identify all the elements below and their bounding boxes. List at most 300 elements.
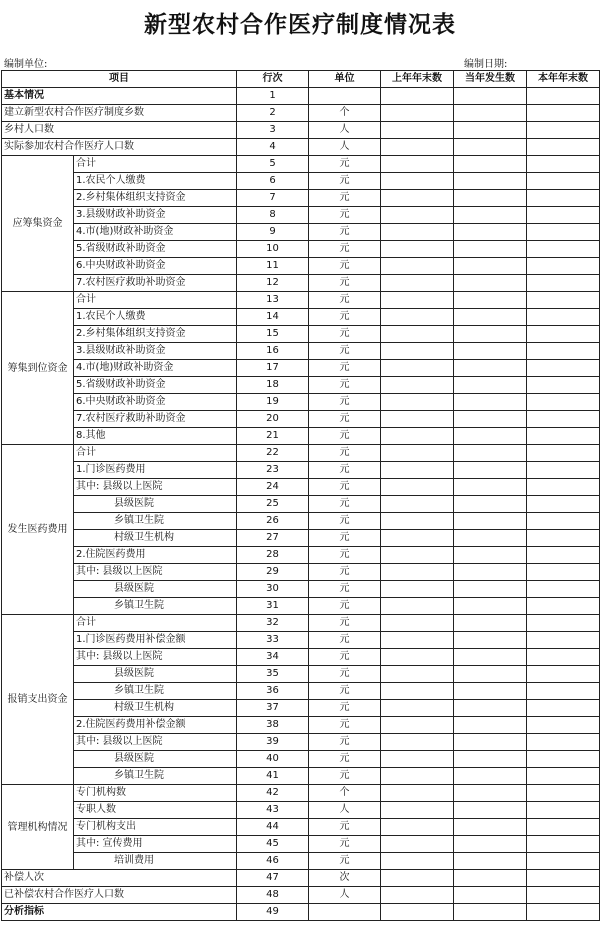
- cell-current-year: [454, 445, 527, 462]
- cell-prev-year-end: [381, 717, 454, 734]
- row-line-no: 49: [237, 904, 309, 921]
- cell-current-year: [454, 785, 527, 802]
- row-unit: 元: [309, 581, 381, 598]
- table-row: [2, 632, 600, 649]
- cell-this-year-end: [527, 513, 600, 530]
- cell-prev-year-end: [381, 581, 454, 598]
- row-label: 2.住院医药费用补偿金额: [74, 717, 237, 734]
- row-label: 2.乡村集体组织支持资金: [74, 190, 237, 207]
- cell-this-year-end: [527, 139, 600, 156]
- table-row: [2, 309, 600, 326]
- cell-current-year: [454, 377, 527, 394]
- row-line-no: 44: [237, 819, 309, 836]
- table-row: [2, 887, 600, 904]
- row-group-label: 管理机构情况: [2, 785, 74, 870]
- header-prev-year-end: 上年年末数: [381, 71, 454, 88]
- row-unit: 元: [309, 649, 381, 666]
- cell-prev-year-end: [381, 411, 454, 428]
- compiling-unit-label: 编制单位:: [4, 59, 48, 70]
- table-row: [2, 394, 600, 411]
- cell-this-year-end: [527, 496, 600, 513]
- row-label: 县级医院: [74, 496, 237, 513]
- table-row: [2, 581, 600, 598]
- cell-current-year: [454, 309, 527, 326]
- table-row: [2, 258, 600, 275]
- row-line-no: 40: [237, 751, 309, 768]
- cell-current-year: [454, 156, 527, 173]
- row-unit: 元: [309, 275, 381, 292]
- stats-table: [1, 70, 600, 921]
- row-label: 其中: 县级以上医院: [74, 734, 237, 751]
- cell-current-year: [454, 751, 527, 768]
- row-label: 合计: [74, 445, 237, 462]
- row-label: 专门机构数: [74, 785, 237, 802]
- page-title: 新型农村合作医疗制度情况表: [144, 12, 456, 38]
- cell-current-year: [454, 683, 527, 700]
- row-label: 其中: 县级以上医院: [74, 564, 237, 581]
- row-label: 合计: [74, 615, 237, 632]
- table-row: [2, 173, 600, 190]
- cell-current-year: [454, 632, 527, 649]
- table-row: [2, 853, 600, 870]
- row-line-no: 37: [237, 700, 309, 717]
- row-label: 合计: [74, 156, 237, 173]
- compiling-date-label: 编制日期:: [464, 59, 508, 70]
- table-row: [2, 785, 600, 802]
- cell-prev-year-end: [381, 632, 454, 649]
- cell-prev-year-end: [381, 394, 454, 411]
- row-line-no: 32: [237, 615, 309, 632]
- row-label: 其中: 县级以上医院: [74, 649, 237, 666]
- cell-this-year-end: [527, 292, 600, 309]
- row-label: 县级医院: [74, 666, 237, 683]
- row-label: 1.门诊医药费用: [74, 462, 237, 479]
- table-row: [2, 870, 600, 887]
- cell-this-year-end: [527, 768, 600, 785]
- table-row: [2, 156, 600, 173]
- row-label: 7.农村医疗救助补助资金: [74, 275, 237, 292]
- table-row: [2, 530, 600, 547]
- row-unit: 元: [309, 207, 381, 224]
- cell-current-year: [454, 564, 527, 581]
- table-header-row: [2, 71, 600, 88]
- cell-this-year-end: [527, 377, 600, 394]
- row-line-no: 16: [237, 343, 309, 360]
- row-line-no: 39: [237, 734, 309, 751]
- cell-prev-year-end: [381, 615, 454, 632]
- row-line-no: 28: [237, 547, 309, 564]
- row-label: 乡镇卫生院: [74, 768, 237, 785]
- row-unit: 元: [309, 683, 381, 700]
- cell-this-year-end: [527, 428, 600, 445]
- cell-prev-year-end: [381, 751, 454, 768]
- cell-current-year: [454, 496, 527, 513]
- row-line-no: 7: [237, 190, 309, 207]
- cell-this-year-end: [527, 615, 600, 632]
- table-row: [2, 700, 600, 717]
- row-label: 补偿人次: [2, 870, 237, 887]
- row-unit: 元: [309, 190, 381, 207]
- cell-prev-year-end: [381, 598, 454, 615]
- row-unit: 元: [309, 666, 381, 683]
- row-label: 2.住院医药费用: [74, 547, 237, 564]
- row-line-no: 4: [237, 139, 309, 156]
- row-line-no: 3: [237, 122, 309, 139]
- row-unit: 元: [309, 615, 381, 632]
- row-label: 分析指标: [2, 904, 237, 921]
- table-row: [2, 445, 600, 462]
- table-row: [2, 479, 600, 496]
- cell-current-year: [454, 258, 527, 275]
- row-line-no: 9: [237, 224, 309, 241]
- table-row: [2, 734, 600, 751]
- row-line-no: 47: [237, 870, 309, 887]
- cell-current-year: [454, 666, 527, 683]
- table-row: [2, 496, 600, 513]
- cell-current-year: [454, 326, 527, 343]
- cell-prev-year-end: [381, 360, 454, 377]
- cell-prev-year-end: [381, 513, 454, 530]
- cell-this-year-end: [527, 819, 600, 836]
- cell-this-year-end: [527, 190, 600, 207]
- row-unit: 次: [309, 870, 381, 887]
- row-label: 1.农民个人缴费: [74, 173, 237, 190]
- cell-this-year-end: [527, 258, 600, 275]
- cell-prev-year-end: [381, 326, 454, 343]
- table-row: [2, 326, 600, 343]
- cell-this-year-end: [527, 717, 600, 734]
- row-line-no: 38: [237, 717, 309, 734]
- cell-current-year: [454, 887, 527, 904]
- row-line-no: 1: [237, 88, 309, 105]
- row-label: 6.中央财政补助资金: [74, 258, 237, 275]
- cell-this-year-end: [527, 530, 600, 547]
- cell-prev-year-end: [381, 785, 454, 802]
- row-unit: 元: [309, 513, 381, 530]
- cell-prev-year-end: [381, 853, 454, 870]
- row-label: 5.省级财政补助资金: [74, 241, 237, 258]
- row-line-no: 48: [237, 887, 309, 904]
- cell-prev-year-end: [381, 207, 454, 224]
- row-unit: 元: [309, 547, 381, 564]
- header-unit: 单位: [309, 71, 381, 88]
- row-line-no: 14: [237, 309, 309, 326]
- cell-prev-year-end: [381, 802, 454, 819]
- row-line-no: 12: [237, 275, 309, 292]
- cell-current-year: [454, 139, 527, 156]
- row-group-label: 报销支出资金: [2, 615, 74, 785]
- cell-current-year: [454, 241, 527, 258]
- row-label: 6.中央财政补助资金: [74, 394, 237, 411]
- table-row: [2, 122, 600, 139]
- table-row: [2, 836, 600, 853]
- table-row: [2, 224, 600, 241]
- cell-current-year: [454, 853, 527, 870]
- cell-prev-year-end: [381, 564, 454, 581]
- row-line-no: 34: [237, 649, 309, 666]
- row-line-no: 2: [237, 105, 309, 122]
- table-row: [2, 904, 600, 921]
- row-line-no: 11: [237, 258, 309, 275]
- row-unit: 元: [309, 394, 381, 411]
- row-line-no: 45: [237, 836, 309, 853]
- row-line-no: 23: [237, 462, 309, 479]
- cell-prev-year-end: [381, 700, 454, 717]
- cell-this-year-end: [527, 802, 600, 819]
- row-line-no: 19: [237, 394, 309, 411]
- row-line-no: 43: [237, 802, 309, 819]
- table-row: [2, 190, 600, 207]
- row-unit: 元: [309, 360, 381, 377]
- cell-prev-year-end: [381, 819, 454, 836]
- row-unit: 元: [309, 343, 381, 360]
- cell-prev-year-end: [381, 428, 454, 445]
- table-row: [2, 547, 600, 564]
- cell-prev-year-end: [381, 445, 454, 462]
- row-label: 实际参加农村合作医疗人口数: [2, 139, 237, 156]
- cell-current-year: [454, 105, 527, 122]
- cell-current-year: [454, 700, 527, 717]
- cell-current-year: [454, 207, 527, 224]
- header-this-year-end: 本年年末数: [527, 71, 600, 88]
- table-row: [2, 292, 600, 309]
- table-row: [2, 411, 600, 428]
- cell-prev-year-end: [381, 292, 454, 309]
- table-row: [2, 717, 600, 734]
- cell-prev-year-end: [381, 479, 454, 496]
- cell-prev-year-end: [381, 309, 454, 326]
- cell-prev-year-end: [381, 649, 454, 666]
- cell-prev-year-end: [381, 768, 454, 785]
- table-row: [2, 241, 600, 258]
- cell-current-year: [454, 224, 527, 241]
- row-unit: 元: [309, 734, 381, 751]
- cell-prev-year-end: [381, 734, 454, 751]
- cell-current-year: [454, 530, 527, 547]
- row-group-label: 发生医药费用: [2, 445, 74, 615]
- table-row: [2, 598, 600, 615]
- table-row: [2, 564, 600, 581]
- cell-current-year: [454, 122, 527, 139]
- row-line-no: 27: [237, 530, 309, 547]
- row-unit: 元: [309, 326, 381, 343]
- table-row: [2, 802, 600, 819]
- cell-this-year-end: [527, 479, 600, 496]
- row-line-no: 15: [237, 326, 309, 343]
- cell-current-year: [454, 819, 527, 836]
- cell-current-year: [454, 292, 527, 309]
- cell-current-year: [454, 275, 527, 292]
- row-unit: 元: [309, 700, 381, 717]
- cell-prev-year-end: [381, 173, 454, 190]
- row-line-no: 21: [237, 428, 309, 445]
- row-line-no: 46: [237, 853, 309, 870]
- row-line-no: 17: [237, 360, 309, 377]
- row-unit: 元: [309, 258, 381, 275]
- row-line-no: 22: [237, 445, 309, 462]
- table-row: [2, 615, 600, 632]
- row-line-no: 36: [237, 683, 309, 700]
- row-unit: 元: [309, 156, 381, 173]
- row-unit: 人: [309, 139, 381, 156]
- cell-this-year-end: [527, 394, 600, 411]
- cell-current-year: [454, 717, 527, 734]
- row-line-no: 13: [237, 292, 309, 309]
- cell-prev-year-end: [381, 224, 454, 241]
- row-unit: 元: [309, 309, 381, 326]
- cell-prev-year-end: [381, 241, 454, 258]
- row-unit: 元: [309, 564, 381, 581]
- cell-this-year-end: [527, 88, 600, 105]
- cell-this-year-end: [527, 326, 600, 343]
- header-line-no: 行次: [237, 71, 309, 88]
- cell-current-year: [454, 581, 527, 598]
- row-line-no: 42: [237, 785, 309, 802]
- table-row: [2, 751, 600, 768]
- cell-prev-year-end: [381, 105, 454, 122]
- cell-prev-year-end: [381, 343, 454, 360]
- row-label: 1.农民个人缴费: [74, 309, 237, 326]
- cell-this-year-end: [527, 700, 600, 717]
- cell-this-year-end: [527, 564, 600, 581]
- row-unit: [309, 88, 381, 105]
- row-line-no: 5: [237, 156, 309, 173]
- header-item: 项目: [2, 71, 237, 88]
- table-row: [2, 819, 600, 836]
- cell-current-year: [454, 173, 527, 190]
- row-line-no: 41: [237, 768, 309, 785]
- cell-prev-year-end: [381, 462, 454, 479]
- cell-current-year: [454, 802, 527, 819]
- table-row: [2, 462, 600, 479]
- row-unit: 元: [309, 428, 381, 445]
- table-row: [2, 360, 600, 377]
- cell-this-year-end: [527, 207, 600, 224]
- cell-prev-year-end: [381, 887, 454, 904]
- cell-this-year-end: [527, 105, 600, 122]
- cell-this-year-end: [527, 751, 600, 768]
- cell-prev-year-end: [381, 275, 454, 292]
- cell-this-year-end: [527, 224, 600, 241]
- cell-this-year-end: [527, 836, 600, 853]
- row-line-no: 30: [237, 581, 309, 598]
- row-unit: 元: [309, 751, 381, 768]
- cell-prev-year-end: [381, 904, 454, 921]
- row-label: 培训费用: [74, 853, 237, 870]
- table-row: [2, 428, 600, 445]
- cell-current-year: [454, 615, 527, 632]
- row-line-no: 24: [237, 479, 309, 496]
- row-label: 专职人数: [74, 802, 237, 819]
- cell-prev-year-end: [381, 836, 454, 853]
- table-row: [2, 666, 600, 683]
- row-unit: 元: [309, 632, 381, 649]
- row-label: 村级卫生机构: [74, 700, 237, 717]
- cell-this-year-end: [527, 683, 600, 700]
- cell-current-year: [454, 394, 527, 411]
- row-unit: [309, 904, 381, 921]
- cell-current-year: [454, 649, 527, 666]
- row-unit: 个: [309, 785, 381, 802]
- row-label: 村级卫生机构: [74, 530, 237, 547]
- row-line-no: 35: [237, 666, 309, 683]
- table-row: [2, 513, 600, 530]
- row-label: 合计: [74, 292, 237, 309]
- row-label: 县级医院: [74, 581, 237, 598]
- row-label: 乡镇卫生院: [74, 598, 237, 615]
- row-line-no: 6: [237, 173, 309, 190]
- row-label: 2.乡村集体组织支持资金: [74, 326, 237, 343]
- row-label: 乡村人口数: [2, 122, 237, 139]
- cell-prev-year-end: [381, 88, 454, 105]
- header-current-year: 当年发生数: [454, 71, 527, 88]
- row-unit: 元: [309, 462, 381, 479]
- cell-prev-year-end: [381, 530, 454, 547]
- cell-this-year-end: [527, 275, 600, 292]
- cell-prev-year-end: [381, 139, 454, 156]
- row-label: 5.省级财政补助资金: [74, 377, 237, 394]
- row-label: 建立新型农村合作医疗制度乡数: [2, 105, 237, 122]
- cell-this-year-end: [527, 462, 600, 479]
- table-row: [2, 649, 600, 666]
- table-row: [2, 139, 600, 156]
- cell-current-year: [454, 462, 527, 479]
- cell-this-year-end: [527, 173, 600, 190]
- cell-prev-year-end: [381, 122, 454, 139]
- row-unit: 元: [309, 241, 381, 258]
- cell-current-year: [454, 88, 527, 105]
- cell-current-year: [454, 836, 527, 853]
- cell-this-year-end: [527, 156, 600, 173]
- row-unit: 元: [309, 598, 381, 615]
- cell-current-year: [454, 598, 527, 615]
- row-label: 基本情况: [2, 88, 237, 105]
- row-unit: 人: [309, 887, 381, 904]
- cell-this-year-end: [527, 547, 600, 564]
- row-label: 1.门诊医药费用补偿金额: [74, 632, 237, 649]
- row-unit: 元: [309, 768, 381, 785]
- table-row: [2, 105, 600, 122]
- table-row: [2, 683, 600, 700]
- cell-prev-year-end: [381, 190, 454, 207]
- row-unit: 元: [309, 173, 381, 190]
- row-group-label: 应筹集资金: [2, 156, 74, 292]
- row-unit: 元: [309, 292, 381, 309]
- row-label: 其中: 县级以上医院: [74, 479, 237, 496]
- cell-current-year: [454, 513, 527, 530]
- cell-this-year-end: [527, 870, 600, 887]
- cell-current-year: [454, 411, 527, 428]
- cell-current-year: [454, 428, 527, 445]
- cell-this-year-end: [527, 734, 600, 751]
- table-row: [2, 88, 600, 105]
- cell-this-year-end: [527, 785, 600, 802]
- cell-this-year-end: [527, 411, 600, 428]
- table-row: [2, 275, 600, 292]
- cell-this-year-end: [527, 581, 600, 598]
- row-unit: 元: [309, 411, 381, 428]
- row-unit: 个: [309, 105, 381, 122]
- cell-current-year: [454, 734, 527, 751]
- row-line-no: 18: [237, 377, 309, 394]
- row-label: 已补偿农村合作医疗人口数: [2, 887, 237, 904]
- row-unit: 元: [309, 819, 381, 836]
- cell-current-year: [454, 870, 527, 887]
- row-label: 3.县级财政补助资金: [74, 343, 237, 360]
- row-unit: 人: [309, 122, 381, 139]
- cell-prev-year-end: [381, 377, 454, 394]
- cell-current-year: [454, 343, 527, 360]
